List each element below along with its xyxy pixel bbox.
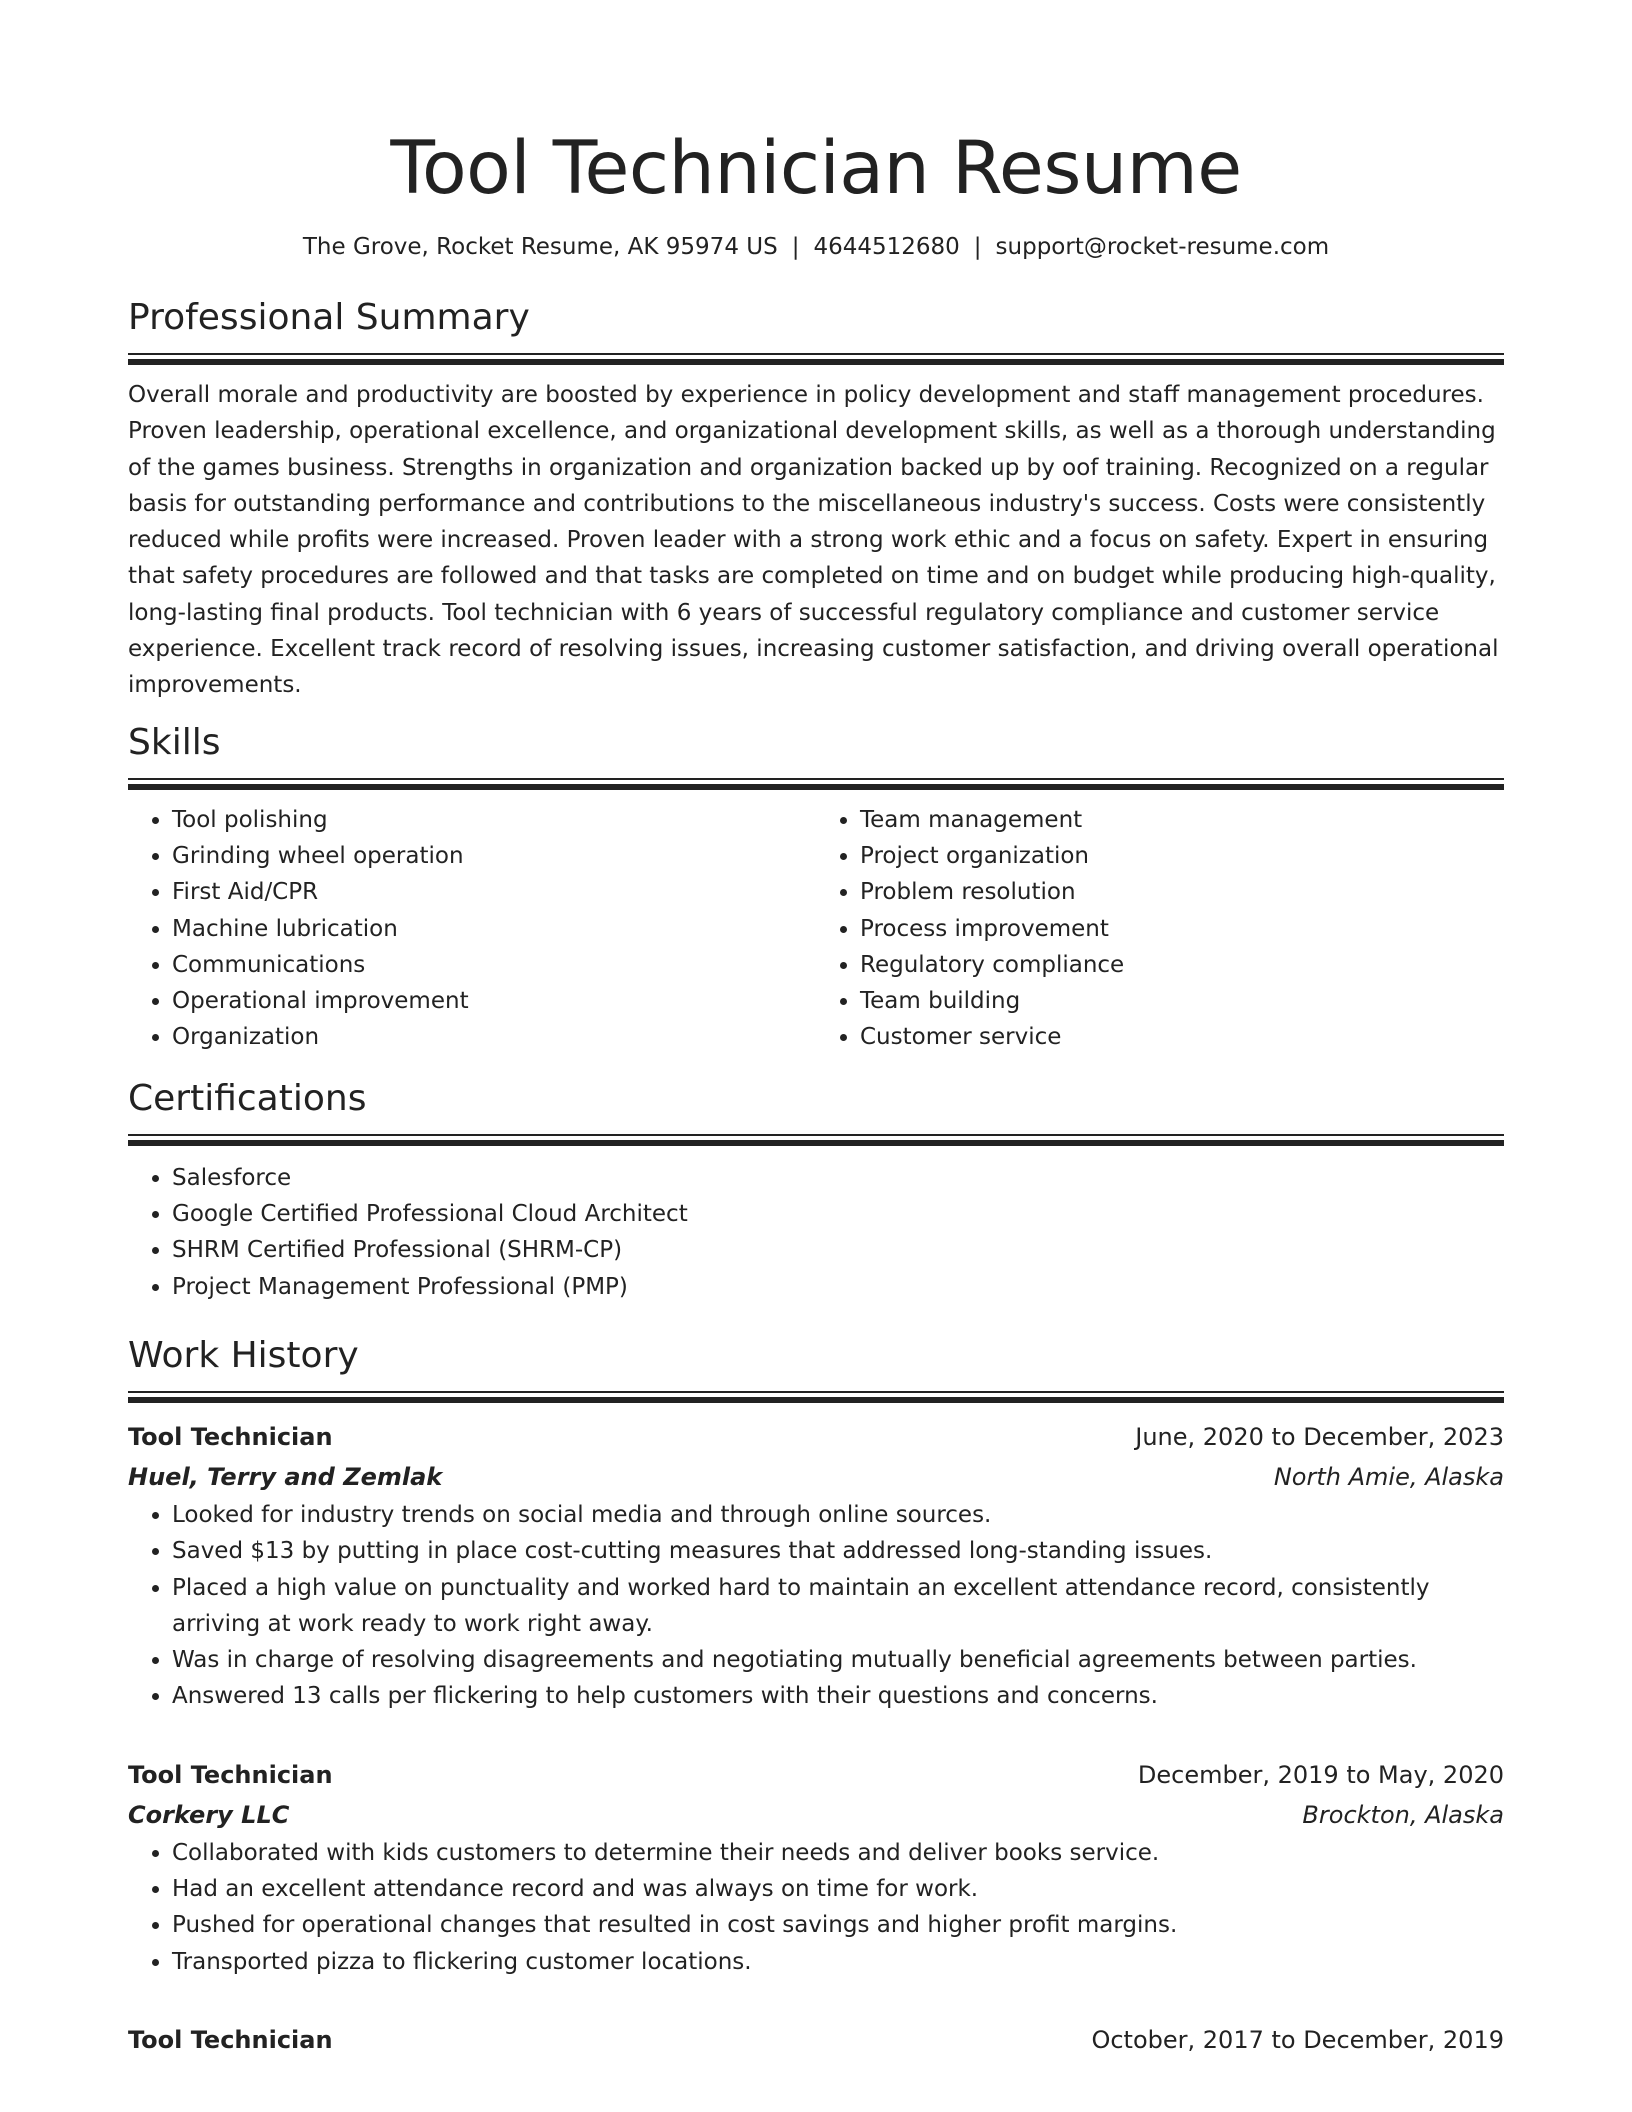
skill-item: • Regulatory compliance <box>860 947 1504 983</box>
skill-item: • First Aid/CPR <box>172 874 816 910</box>
skill-item: • Team building <box>860 983 1504 1019</box>
summary-text: Overall morale and productivity are boosted by experience in policy development and staff management procedures. Proven leadership, operational excellence, and organizational development skills, as well as a thorough understanding of the games business. Strengths in organization and organization backed up by oof training. Recognized on a regular basis for outstanding performance and contributions to the miscellaneous industry's success. Costs were consistently reduced while profits were increased. Proven leader with a strong work ethic and a focus on safety. Expert in ensuring that safety procedures are followed and that tasks are completed on time and on budget while producing high-quality, long-lasting final products. Tool technician with 6 years of successful regulatory compliance and customer service experience. Excellent track record of resolving issues, increasing customer satisfaction, and driving overall operational improvements. <box>128 382 1499 699</box>
job-title: Tool Technician <box>128 1422 333 1451</box>
job-subheader <box>128 1795 1504 1835</box>
job-dates: October, 2017 to December, 2019 <box>1091 2025 1504 2054</box>
skill-item: • Project organization <box>860 838 1504 874</box>
job-bullet: • Was in charge of resolving disagreements and negotiating mutually beneficial agreements between parties. <box>172 1642 1504 1678</box>
skills-section <box>128 718 1504 1056</box>
contact-line <box>128 231 1504 263</box>
certification-item: • Salesforce <box>172 1160 1504 1196</box>
resume-title: Tool Technician Resume <box>390 126 1242 211</box>
skill-item: • Grinding wheel operation <box>172 838 816 874</box>
skill-item: • Machine lubrication <box>172 911 816 947</box>
skill-item: • Organization <box>172 1019 816 1055</box>
job-header <box>128 1417 1504 1457</box>
summary-heading: Professional Summary <box>128 297 530 338</box>
job-bullet: • Looked for industry trends on social media and through online sources. <box>172 1497 1504 1533</box>
job-bullet: • Collaborated with kids customers to determine their needs and deliver books service. <box>172 1835 1504 1871</box>
job-title: Tool Technician <box>128 2025 333 2054</box>
contact-address: The Grove, Rocket Resume, AK 95974 US <box>302 234 778 260</box>
job-bullet: • Placed a high value on punctuality and worked hard to maintain an excellent attendance record, consistently arriving at work ready to work right away. <box>172 1570 1504 1643</box>
job-bullet: • Answered 13 calls per flickering to help customers with their questions and concerns. <box>172 1678 1504 1714</box>
certifications-section <box>128 1074 1504 1305</box>
work-history-section <box>128 1331 1504 2060</box>
summary-section <box>128 293 1504 704</box>
job-dates: December, 2019 to May, 2020 <box>1137 1760 1504 1789</box>
job-bullet: • Had an excellent attendance record and was always on time for work. <box>172 1871 1504 1907</box>
job-subheader <box>128 1457 1504 1497</box>
certifications-heading: Certifications <box>128 1077 367 1119</box>
skill-item: • Communications <box>172 947 816 983</box>
job-entry <box>128 1417 1504 1715</box>
job-bullet: • Transported pizza to flickering customer locations. <box>172 1944 1504 1980</box>
certification-item: • Google Certified Professional Cloud Architect <box>172 1196 1504 1232</box>
skills-right-column <box>816 802 1504 1056</box>
contact-separator: | <box>973 234 982 260</box>
certification-item: • SHRM Certified Professional (SHRM-CP) <box>172 1232 1504 1268</box>
job-dates: June, 2020 to December, 2023 <box>1135 1422 1504 1451</box>
skill-item: • Tool polishing <box>172 802 816 838</box>
job-location: North Amie, Alaska <box>1273 1462 1504 1491</box>
job-company: Corkery LLC <box>128 1800 290 1829</box>
contact-phone: 4644512680 <box>813 234 960 260</box>
work-history-heading: Work History <box>128 1334 359 1376</box>
skills-left-column <box>128 802 816 1056</box>
section-divider <box>128 353 1504 365</box>
skill-item: • Problem resolution <box>860 874 1504 910</box>
skill-item: • Process improvement <box>860 911 1504 947</box>
job-bullets <box>128 1497 1504 1715</box>
job-title: Tool Technician <box>128 1760 333 1789</box>
section-divider <box>128 1134 1504 1146</box>
skill-item: • Operational improvement <box>172 983 816 1019</box>
skill-item: • Customer service <box>860 1019 1504 1055</box>
job-entry <box>128 1755 1504 1980</box>
job-bullet: • Pushed for operational changes that resulted in cost savings and higher profit margins. <box>172 1907 1504 1943</box>
skills-heading: Skills <box>128 721 221 763</box>
certification-item: • Project Management Professional (PMP) <box>172 1269 1504 1305</box>
skills-columns <box>128 802 1504 1056</box>
contact-separator: | <box>791 234 800 260</box>
job-header <box>128 2020 1504 2060</box>
certifications-list <box>128 1160 1504 1305</box>
section-divider <box>128 778 1504 790</box>
contact-email[interactable]: support@rocket-resume.com <box>995 234 1330 260</box>
job-bullets <box>128 1835 1504 1980</box>
job-entry <box>128 2020 1504 2060</box>
section-divider <box>128 1391 1504 1403</box>
job-location: Brockton, Alaska <box>1302 1800 1504 1829</box>
skill-item: • Team management <box>860 802 1504 838</box>
job-company: Huel, Terry and Zemlak <box>128 1462 443 1491</box>
job-header <box>128 1755 1504 1795</box>
job-bullet: • Saved $13 by putting in place cost-cutting measures that addressed long-standing issues. <box>172 1533 1504 1569</box>
